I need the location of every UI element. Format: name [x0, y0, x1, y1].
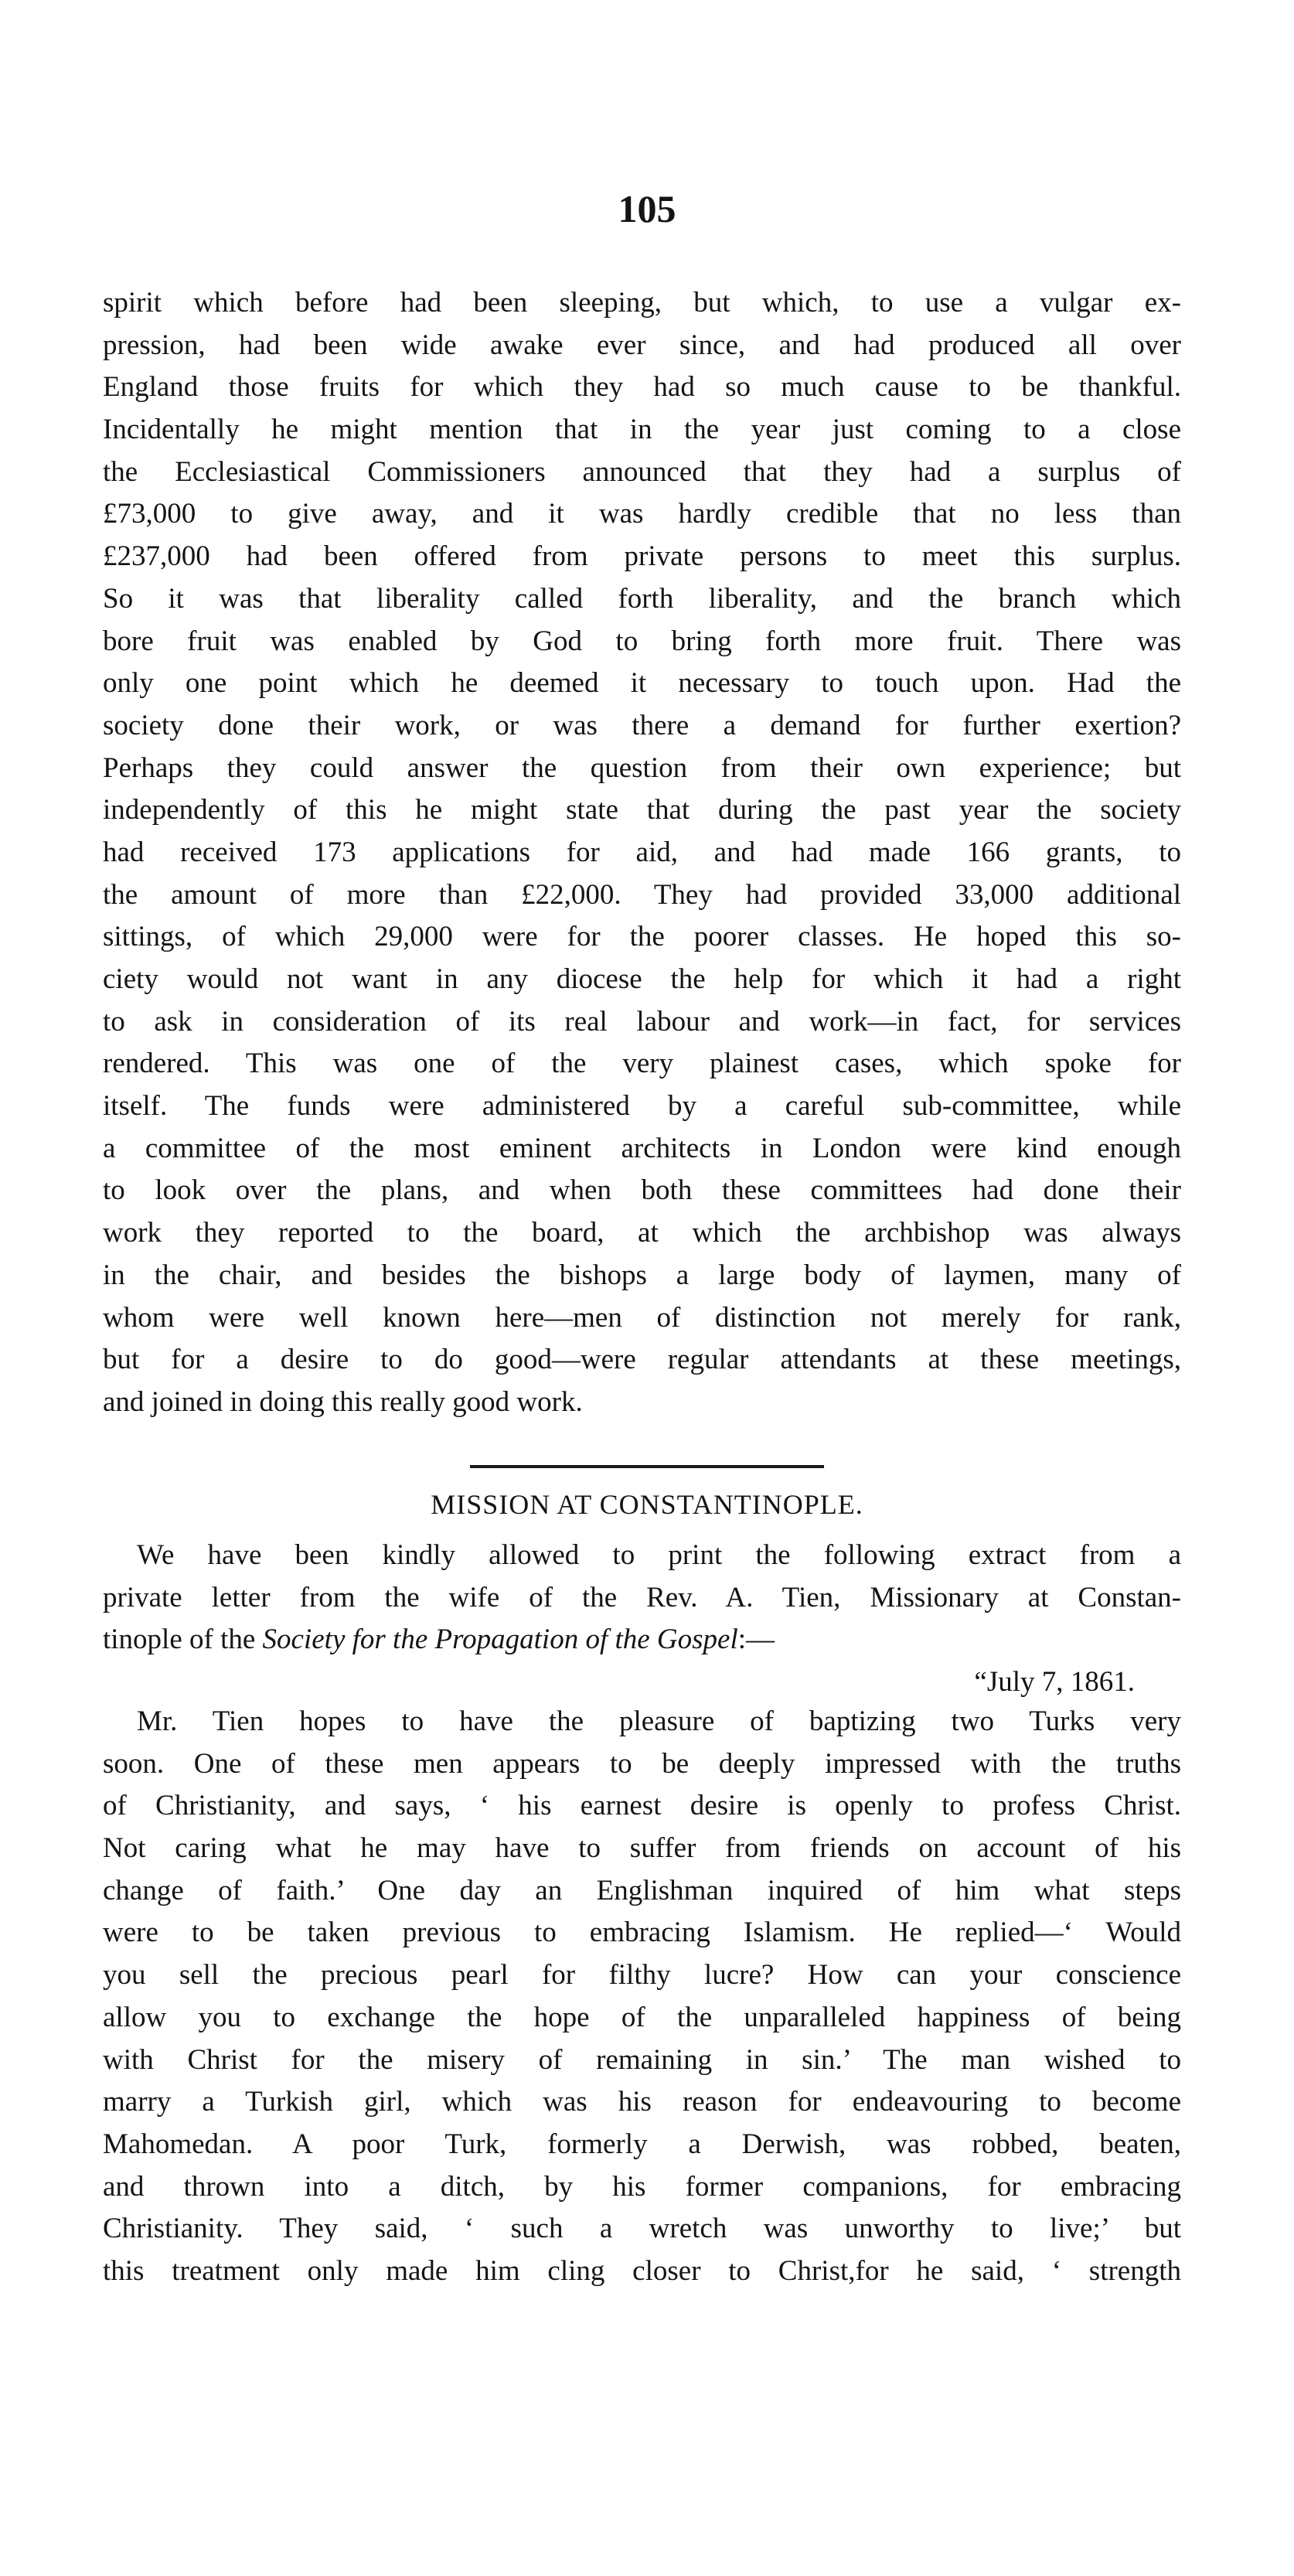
text-line: whom were well known here—men of distinction not merely for rank, [103, 1301, 1181, 1334]
text-line: a committee of the most eminent architects in London were kind enough [103, 1132, 1181, 1164]
section-heading: MISSION AT CONSTANTINOPLE. [431, 1489, 863, 1520]
text-line: were to be taken previous to embracing Islamism. He replied—‘ Would [103, 1917, 1181, 1949]
article-continuation-paragraph [103, 282, 1181, 1424]
text-line: with Christ for the misery of remaining in sin.’ The man wished to [103, 2043, 1181, 2076]
text-line: but for a desire to do good—were regular attendants at these meetings, [103, 1344, 1181, 1376]
text-line: and joined in doing this really good work. [103, 1385, 583, 1418]
page-number: 105 [618, 187, 676, 230]
text-line: bore fruit was enabled by God to bring forth more fruit. There was [103, 625, 1181, 657]
text-line: sittings, of which 29,000 were for the poorer classes. He hoped this so- [103, 921, 1181, 953]
text-fragment: tinople of the [103, 1624, 263, 1656]
text-line: society done their work, or was there a demand for further exertion? [103, 709, 1181, 741]
text-line: pression, had been wide awake ever since, and had produced all over [103, 329, 1181, 361]
text-line: to look over the plans, and when both these committees had done their [103, 1174, 1181, 1207]
text-line: £73,000 to give away, and it was hardly credible that no less than [103, 498, 1181, 530]
text-line: England those fruits for which they had so much cause to be thankful. [103, 371, 1181, 404]
text-line: soon. One of these men appears to be deeply impressed with the truths [103, 1747, 1181, 1780]
text-line: Mr. Tien hopes to have the pleasure of baptizing two Turks very [137, 1705, 1181, 1737]
text-line: rendered. This was one of the very plainest cases, which spoke for [103, 1048, 1181, 1080]
text-line: marry a Turkish girl, which was his reason for endeavouring to become [103, 2086, 1181, 2118]
text-line: of Christianity, and says, ‘ his earnest desire is openly to profess Christ. [103, 1790, 1181, 1822]
text-line: Mahomedan. A poor Turk, formerly a Derwish, was robbed, beaten, [103, 2128, 1181, 2160]
text-line: change of faith.’ One day an Englishman inquired of him what steps [103, 1874, 1181, 1906]
text-line: ciety would not want in any diocese the help for which it had a right [103, 963, 1181, 995]
text-line: Christianity. They said, ‘ such a wretch was unworthy to live;’ but [103, 2213, 1181, 2245]
text-fragment: :— [737, 1624, 775, 1656]
text-line: spirit which before had been sleeping, but which, to use a vulgar ex- [103, 287, 1181, 319]
text-line: Not caring what he may have to suffer from friends on account of his [103, 1832, 1181, 1865]
text-line: £237,000 had been offered from private persons to meet this surplus. [103, 540, 1181, 573]
text-line: Incidentally he might mention that in the year just coming to a close [103, 414, 1181, 446]
text-line: independently of this he might state that during the past year the society [103, 794, 1181, 826]
society-name-italic: Society for the Propagation of the Gospel [262, 1624, 738, 1656]
text-line: you sell the precious pearl for filthy lucre? How can your conscience [103, 1959, 1181, 1992]
letter-body-paragraph [103, 1701, 1181, 2293]
text-line: work they reported to the board, at which the archbishop was always [103, 1217, 1181, 1249]
text-line: the amount of more than £22,000. They had provided 33,000 additional [103, 878, 1181, 911]
text-line: in the chair, and besides the bishops a large body of laymen, many of [103, 1259, 1181, 1291]
text-line: So it was that liberality called forth liberality, and the branch which [103, 582, 1181, 615]
text-line: only one point which he deemed it necessary to touch upon. Had the [103, 667, 1181, 700]
text-line: and thrown into a ditch, by his former companions, for embracing [103, 2170, 1181, 2203]
text-line: the Ecclesiastical Commissioners announced that they had a surplus of [103, 455, 1181, 488]
text-line: itself. The funds were administered by a careful sub-committee, while [103, 1090, 1181, 1123]
section-divider-rule [470, 1465, 824, 1468]
letter-dateline: “July 7, 1861. [974, 1666, 1135, 1699]
text-line: allow you to exchange the hope of the unparalleled happiness of being [103, 2001, 1181, 2033]
text-line: this treatment only made him cling closer to Christ,for he said, ‘ strength [103, 2254, 1181, 2287]
text-line: had received 173 applications for aid, and had made 166 grants, to [103, 836, 1181, 868]
text-line: to ask in consideration of its real labour and work—in fact, for services [103, 1005, 1181, 1038]
text-line: Perhaps they could answer the question from their own experience; but [103, 751, 1181, 784]
intro-paragraph [103, 1535, 1181, 1704]
text-line: private letter from the wife of the Rev. A. Tien, Missionary at Constan- [103, 1581, 1181, 1613]
text-line: We have been kindly allowed to print the following extract from a [137, 1539, 1181, 1571]
text-line-with-italic-title [103, 1619, 1181, 1661]
